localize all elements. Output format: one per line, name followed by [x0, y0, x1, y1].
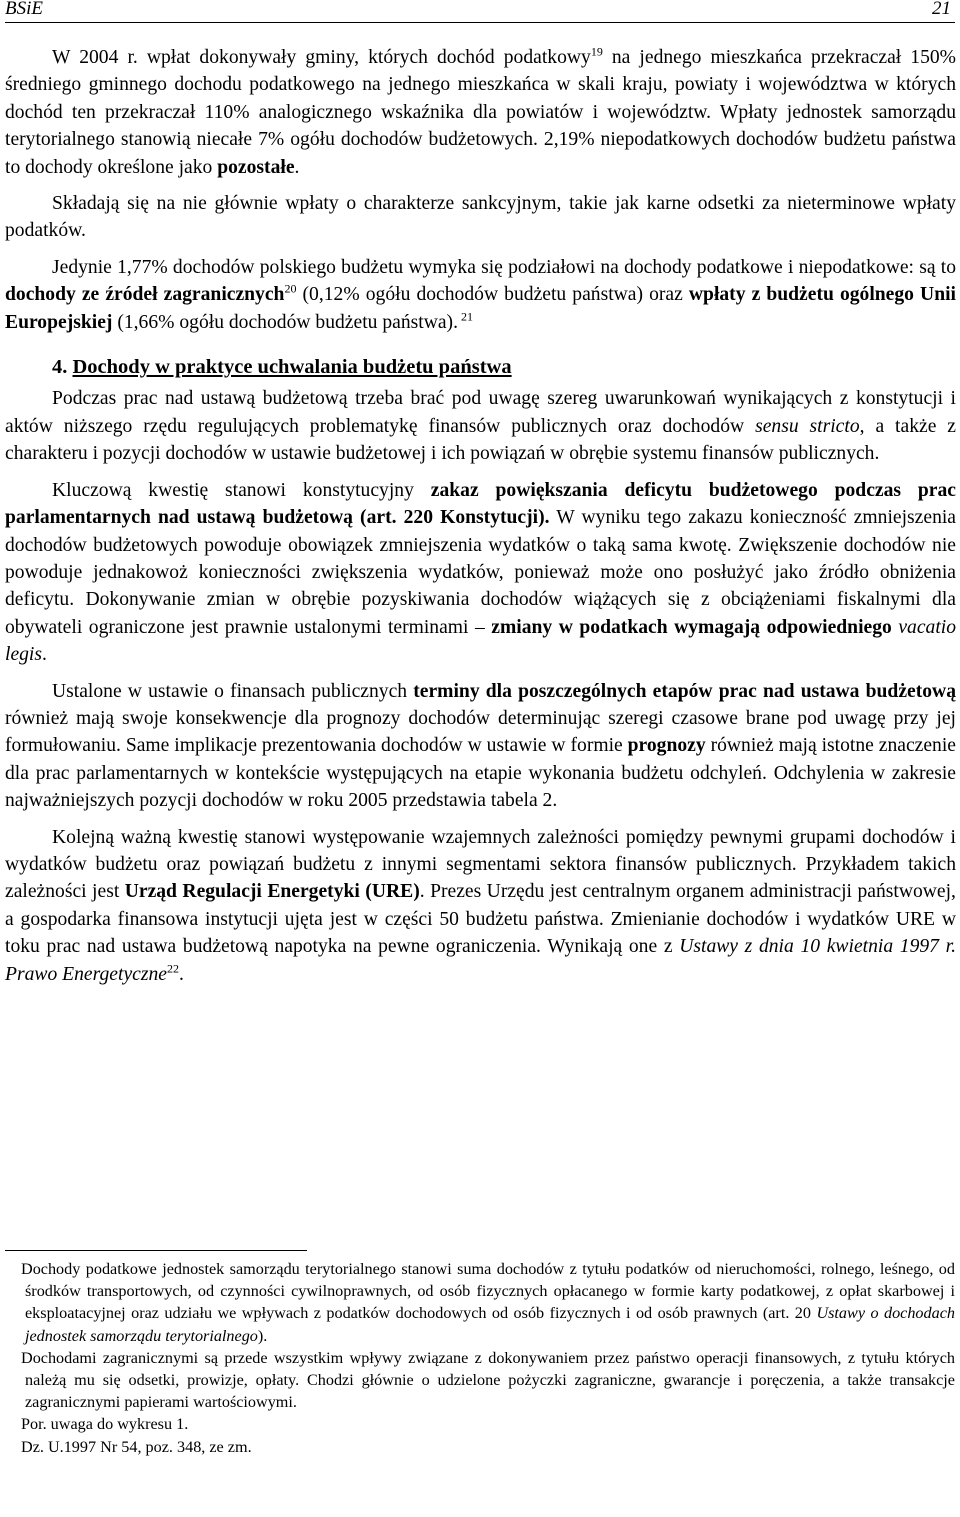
paragraph-6	[5, 678, 956, 815]
paragraph-1	[5, 44, 956, 181]
footnote-number	[5, 1415, 21, 1426]
text-span: ).	[257, 1326, 268, 1345]
italic-term: Ustawy o dochodach jednostek samorządu terytorialnego	[25, 1304, 955, 1345]
footnote-21	[5, 1413, 955, 1435]
footnote-ref-19: 19	[590, 44, 603, 59]
page-number: 21	[932, 0, 951, 19]
text-span: W 2004 r. wpłat dokonywały gminy, których dochód podatkowy	[52, 47, 591, 68]
text-span: W wyniku tego zakazu konieczność zmniejszenia dochodów budżetowych powoduje obowiązek zmniejszenia wydatków o taką sama kwotę. Zwiększenie dochodów nie powoduje jednakowoż konieczności zwiększenia wydatków, ponieważ może ono posłużyć jako źródło obniżenia deficytu. Dokonywanie zmian w obrębie pozyskiwania dochodów wiążących się z obciążeniami fiskalnymi dla obywateli ograniczone jest prawnie ustalonymi terminami –	[5, 507, 957, 638]
text-span: Por. uwaga do wykresu 1.	[21, 1415, 189, 1434]
text-span: Dochody podatkowe jednostek samorządu terytorialnego stanowi suma dochodów z tytułu podatków od nieruchomości, rolnego, leśnego, od środków transportowych, od czynności cywilnoprawnych, od osób fizycznych opłacanego w formie karty podatkowej, z opłat skarbowej i eksploatacyjnej oraz udziału we wpływach z podatków dochodowych od osób fizycznych i od osób prawnych (art. 20	[21, 1260, 955, 1323]
bold-term: dochody ze źródeł zagranicznych	[5, 284, 285, 306]
text-span: (1,66% ogółu dochodów budżetu państwa).	[112, 311, 458, 333]
paragraph-4	[5, 385, 956, 467]
text-span: również mają swoje konsekwencje dla prognozy dochodów determinując szeregi czasowe brane pod uwagę przy jej formułowaniu. Same implikacje prezentowania dochodów w ustawie w formie	[5, 707, 956, 757]
footnote-19	[5, 1258, 955, 1347]
footnote-ref-20: 20	[284, 281, 297, 296]
text-span: Dochodami zagranicznymi są przede wszystkim wpływy związane z dokonywaniem przez państwo operacji finansowych, z tytułu których należą mu się odsetki, prowizje, opłaty. Chodzi głównie o udzielone pożyczki zagraniczne, gwarancje i poręczenia, a także transakcje zagranicznymi papierami wartościowymi.	[21, 1348, 955, 1412]
italic-term: Ustawy z dnia 10 kwietnia 1997 r. Prawo Energetyczne	[5, 936, 956, 985]
text-span: .	[294, 156, 300, 178]
text-span: Jedynie 1,77% dochodów polskiego budżetu wymyka się podziałowi na dochody podatkowe i niepodatkowe: są to	[52, 256, 956, 278]
bold-term: zmiany w podatkach wymagają odpowiedniego	[491, 616, 892, 638]
bold-term: pozostałe	[217, 156, 295, 178]
text-span: Podczas prac nad ustawą budżetową trzeba brać pod uwagę szereg uwarunkowań wynikających z konstytucji i aktów niższego rzędu regulujących problematykę finansów publicznych oraz dochodów	[5, 388, 956, 437]
bold-term: wpłaty z budżetu ogólnego Unii Europejskiej	[5, 284, 956, 333]
bold-term: prognozy	[627, 735, 706, 757]
page-header	[5, 0, 955, 23]
bold-term: zakaz powiększania deficytu budżetowego podczas prac parlamentarnych nad ustawą budżetową (art. 220 Konstytucji).	[5, 479, 956, 529]
paragraph-7	[5, 824, 956, 988]
text-span: (0,12% ogółu dochodów budżetu państwa) oraz	[296, 284, 689, 306]
footnotes	[5, 1258, 955, 1458]
paragraph-3	[5, 254, 956, 336]
italic-term: vacatio legis	[5, 616, 956, 666]
text-span: . Prezes Urzędu jest centralnym organem administracji państwowej, a gospodarka finansowa instytucji ujęta jest w części 50 budżetu państwa. Zmienianie dochodów i wydatków URE w toku prac nad ustawa budżetową napotyka na pewne ograniczenia. Wynikają one z	[5, 881, 956, 958]
section-number: 4.	[52, 356, 73, 379]
text-span: również mają istotne znaczenie dla prac parlamentarnych w kontekście występujących na etapie wykonania budżetu odchyleń. Odchylenia w zakresie najważniejszych pozycji dochodów w roku 2005 przedstawia tabela 2.	[5, 735, 956, 812]
text-span: Ustalone w ustawie o finansach publicznych	[52, 680, 414, 702]
text-span: Kluczową kwestię stanowi konstytucyjny	[52, 479, 431, 501]
bold-term: terminy dla poszczególnych etapów prac nad ustawa budżetową	[413, 680, 956, 702]
footnote-ref-22: 22	[166, 961, 179, 976]
footnote-number	[5, 1260, 21, 1271]
main-text	[5, 44, 956, 997]
paragraph-5	[5, 477, 956, 669]
footnote-number	[5, 1438, 21, 1449]
text-span: , a także z charakteru i pozycji dochodów w ustawie budżetowej i ich powiązań w obrębie systemu finansów publicznych.	[5, 415, 957, 465]
footnote-divider	[5, 1250, 307, 1251]
footnote-ref-21: 21	[457, 309, 473, 324]
footnote-20	[5, 1347, 955, 1414]
journal-abbrev: BSiE	[5, 0, 43, 19]
text-span: .	[42, 644, 47, 666]
section-title: Dochody w praktyce uchwalania budżetu państwa	[72, 356, 512, 379]
bold-term: Urząd Regulacji Energetyki (URE)	[124, 881, 420, 903]
footnote-number	[5, 1349, 21, 1360]
italic-term: sensu stricto	[755, 415, 860, 437]
text-span: Kolejną ważną kwestię stanowi występowanie wzajemnych zależności pomiędzy pewnymi grupami dochodów i wydatków budżetu oraz powiązań budżetu z innymi segmentami sektora finansów publicznych. Przykładem takich zależności jest	[5, 826, 956, 903]
text-span: .	[178, 963, 184, 985]
paragraph-2: Składają się na nie głównie wpłaty o charakterze sankcyjnym, takie jak karne odsetki za nieterminowe wpłaty podatków.	[5, 193, 956, 242]
text-span: Dz. U.1997 Nr 54, poz. 348, ze zm.	[21, 1437, 252, 1456]
text-span: na jednego mieszkańca przekraczał 150% średniego gminnego dochodu podatkowego na jednego mieszkańca w skali kraju, powiaty i województwa w których dochód ten przekraczał 110% analogicznego wskaźnika dla powiatów i województw. Wpłaty jednostek samorządu terytorialnego stanowią niecałe 7% ogółu dochodów budżetowych. 2,19% niepodatkowych dochodów budżetu państwa to dochody określone jako	[5, 47, 956, 178]
footnote-22	[5, 1436, 955, 1458]
section-heading	[52, 354, 956, 381]
